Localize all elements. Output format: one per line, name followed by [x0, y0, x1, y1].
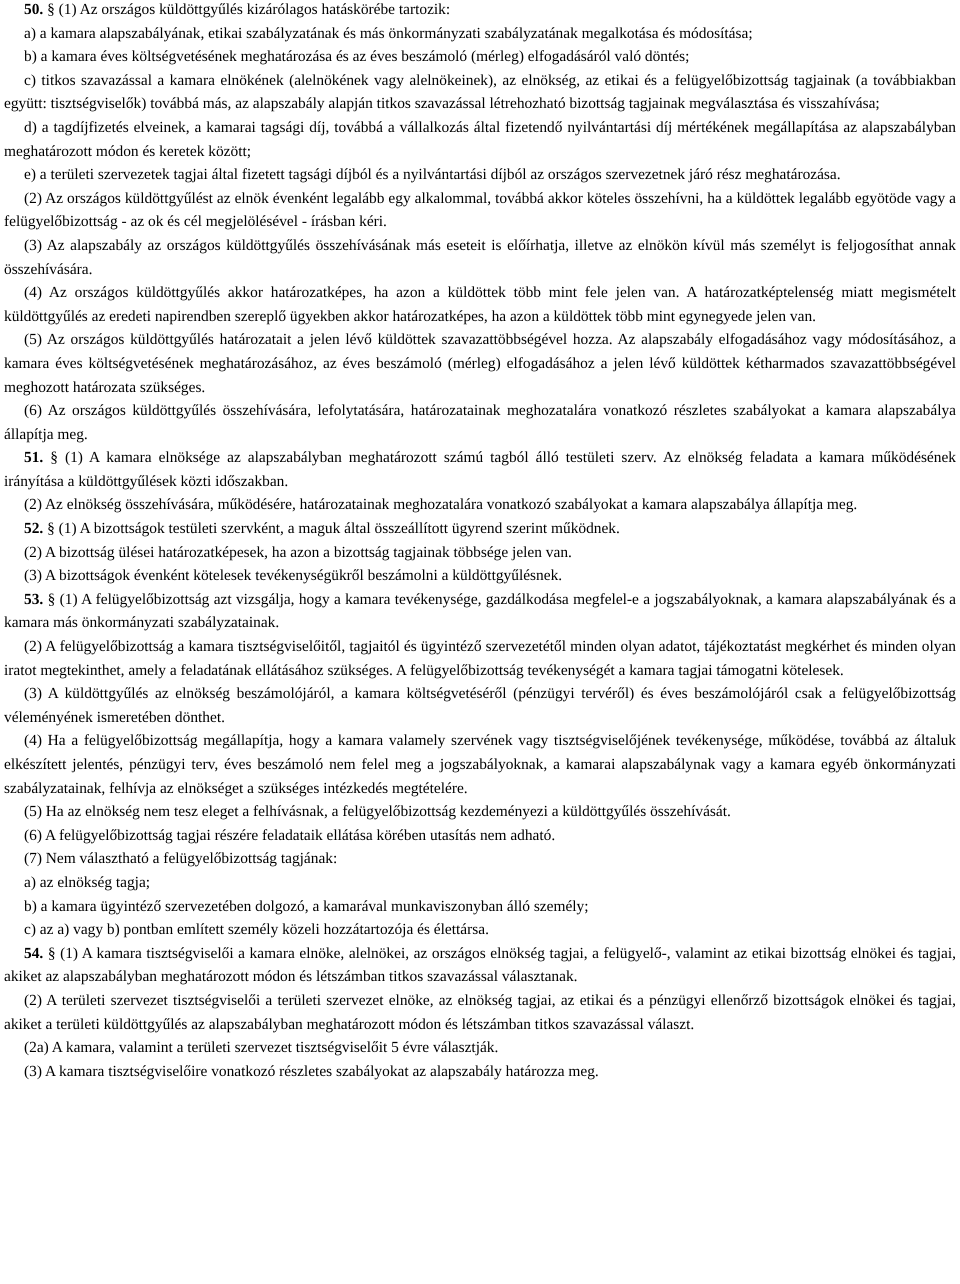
paragraph-text: (6) Az országos küldöttgyűlés összehívására, lefolytatására, határozatainak meghozatalára vonatkozó részletes szabályokat a kamara alapszabálya állapítja meg. [4, 402, 956, 443]
paragraph [4, 729, 956, 800]
paragraph [4, 116, 956, 163]
section-number: 54. [24, 944, 44, 962]
paragraph [4, 1060, 956, 1084]
paragraph [4, 187, 956, 234]
paragraph-text: (2) Az országos küldöttgyűlést az elnök évenként legalább egy alkalommal, továbbá akkor köteles összehívni, ha a küldöttek legalább egyötöde vagy a felügyelőbizottság - az ok és cél megjelölésével - írásban kéri. [4, 189, 956, 231]
paragraph [4, 635, 956, 682]
section-paragraph [4, 517, 956, 541]
paragraph-text: (3) A kamara tisztségviselőire vonatkozó részletes szabályokat az alapszabály határozza meg. [24, 1062, 599, 1080]
paragraph-text: (2a) A kamara, valamint a területi szervezet tisztségviselőit 5 évre választják. [24, 1039, 499, 1057]
section-paragraph [4, 588, 956, 635]
paragraph-text: a) az elnökség tagja; [24, 873, 151, 891]
paragraph [4, 45, 956, 69]
paragraph-text: e) a területi szervezetek tagjai által fizetett tagsági díjból és a nyilvántartási díjból az országos szervezetnek járó rész meghatározása. [24, 166, 841, 184]
paragraph-text: (5) Az országos küldöttgyűlés határozatait a jelen lévő küldöttek szavazattöbbségével hozza. Az alapszabály elfogadásához vagy módosításához, a kamara éves költségvetésének meghatározásához, az éves beszámoló (mérleg) elfogadásához a jelen lévő küldöttek kétharmados szavazattöbbségével meghozott határozata szükséges. [4, 331, 956, 396]
paragraph-text: (3) A küldöttgyűlés az elnökség beszámolójáról, a kamara költségvetéséről (pénzügyi tervéről) és éves beszámolójáról csak a felügyelőbizottság véleményének ismeretében dönthet. [4, 685, 956, 726]
paragraph-text: § (1) A felügyelőbizottság azt vizsgálja, hogy a kamara tevékenysége, gazdálkodása megfelel-e a jogszabályoknak, a kamara alapszabályának és a kamara más önkormányzati szabályzatainak. [4, 590, 956, 632]
paragraph-text: § (1) A kamara elnöksége az alapszabályban meghatározott számú tagból álló testületi szerv. Az elnökség feladata a kamara működésének irányítása a küldöttgyűlések közti időszakban. [4, 449, 956, 490]
paragraph-text: a) a kamara alapszabályának, etikai szabályzatának és más önkormányzati szabályzatának megalkotása és módosítása; [24, 24, 753, 42]
paragraph [4, 918, 956, 942]
paragraph-text: b) a kamara éves költségvetésének meghatározása és az éves beszámoló (mérleg) elfogadásáról való döntés; [24, 48, 690, 66]
paragraph-text: (2) A területi szervezet tisztségviselői a területi szervezet elnöke, az elnökség tagjai, az etikai és a pénzügyi ellenőrző bizottságok elnökei és tagjai, akiket a területi küldöttgyűlés az alapszabályban meghatározott módon és létszámban titkos szavazással választ. [4, 991, 956, 1033]
paragraph-text: (2) A bizottság ülései határozatképesek, ha azon a bizottság tagjainak többsége jelen van. [24, 543, 572, 561]
section-paragraph [4, 0, 956, 22]
paragraph-text: (7) Nem választható a felügyelőbizottság tagjának: [24, 850, 338, 868]
paragraph-text: c) titkos szavazással a kamara elnökének (alelnökének vagy alelnökeinek), az elnökség, az etikai és a felügyelőbizottság tagjainak (a továbbiakban együtt: tisztségviselők) továbbá más, az alapszabály alapján titkos szavazással létrehozható bizottság tagjainak megválasztása és visszahívása; [4, 71, 956, 113]
paragraph [4, 281, 956, 328]
paragraph-text: § (1) Az országos küldöttgyűlés kizárólagos hatáskörébe tartozik: [47, 1, 451, 18]
paragraph [4, 493, 956, 517]
paragraph-text: (2) A felügyelőbizottság a kamara tisztségviselőitől, tagjaitól és ügyintéző szervezetétől minden olyan adatot, tájékoztatást megkérhet és minden olyan iratot megtekinthet, amely a feladatának ellátásához szükséges. A felügyelőbizottság tevékenységét a kamara tagjai támogatni kötelesek. [4, 638, 956, 679]
paragraph [4, 328, 956, 399]
paragraph [4, 824, 956, 848]
paragraph-text: b) a kamara ügyintéző szervezetében dolgozó, a kamarával munkaviszonyban álló személy; [24, 897, 589, 915]
paragraph [4, 234, 956, 281]
paragraph-text: (6) A felügyelőbizottság tagjai részére feladataik ellátása körében utasítás nem adható. [24, 826, 556, 844]
paragraph [4, 22, 956, 46]
paragraph-text: d) a tagdíjfizetés elveinek, a kamarai tagsági díj, továbbá a vállalkozás által fizetendő nyilvántartási díj mértékének megállapítása az alapszabályban meghatározott módon és keretek között; [4, 118, 956, 160]
paragraph-text: § (1) A bizottságok testületi szervként, a maguk által összeállított ügyrend szerint működnek. [47, 520, 620, 538]
paragraph [4, 800, 956, 824]
paragraph-text: (3) Az alapszabály az országos küldöttgyűlés összehívásának más eseteit is előírhatja, illetve az elnökön kívül más személyt is feljogosíthat annak összehívására. [4, 236, 956, 278]
section-paragraph [4, 942, 956, 989]
paragraph [4, 1036, 956, 1060]
paragraph [4, 871, 956, 895]
paragraph [4, 69, 956, 116]
paragraph [4, 163, 956, 187]
paragraph-text: c) az a) vagy b) pontban említett személy közeli hozzátartozója és élettársa. [24, 921, 489, 939]
paragraph [4, 847, 956, 871]
paragraph [4, 564, 956, 588]
section-number: 51. [24, 449, 44, 467]
paragraph-text: (3) A bizottságok évenként kötelesek tevékenységükről beszámolni a küldöttgyűlésnek. [24, 567, 563, 585]
paragraph-text: (4) Ha a felügyelőbizottság megállapítja, hogy a kamara valamely szervének vagy tisztségviselőjének tevékenysége, működése, továbbá az általuk elkészített jelentés, pénzügyi terv, éves beszámoló nem felel meg a jogszabályoknak, a kamarai alapszabálynak vagy a kamara egyéb önkormányzati szabályzatainak, felhívja az elnökséget a szükséges intézkedés megtételére. [4, 732, 956, 797]
section-paragraph [4, 446, 956, 493]
section-number: 53. [24, 590, 44, 608]
paragraph [4, 682, 956, 729]
paragraph-text: § (1) A kamara tisztségviselői a kamara elnöke, alelnökei, az országos elnökség tagjai, a felügyelő-, valamint az etikai bizottság elnökei és tagjai, akiket az alapszabályban meghatározott módon és létszámban titkos szavazással választanak. [4, 944, 956, 986]
section-number: 50. [24, 1, 44, 18]
paragraph-text: (4) Az országos küldöttgyűlés akkor határozatképes, ha azon a küldöttek több mint fele jelen van. A határozatképtelenség miatt megismételt küldöttgyűlés az eredeti napirendben szereplő ügyekben akkor határozatképes, ha azon a küldöttek több mint egynegyede jelen van. [4, 284, 956, 325]
paragraph [4, 989, 956, 1036]
paragraph [4, 541, 956, 565]
paragraph [4, 895, 956, 919]
paragraph-text: (2) Az elnökség összehívására, működésére, határozatainak meghozatalára vonatkozó szabályokat a kamara alapszabálya állapítja meg. [24, 496, 858, 514]
section-number: 52. [24, 520, 44, 538]
paragraph [4, 399, 956, 446]
paragraph-text: (5) Ha az elnökség nem tesz eleget a felhívásnak, a felügyelőbizottság kezdeményezi a küldöttgyűlés összehívását. [24, 803, 731, 821]
